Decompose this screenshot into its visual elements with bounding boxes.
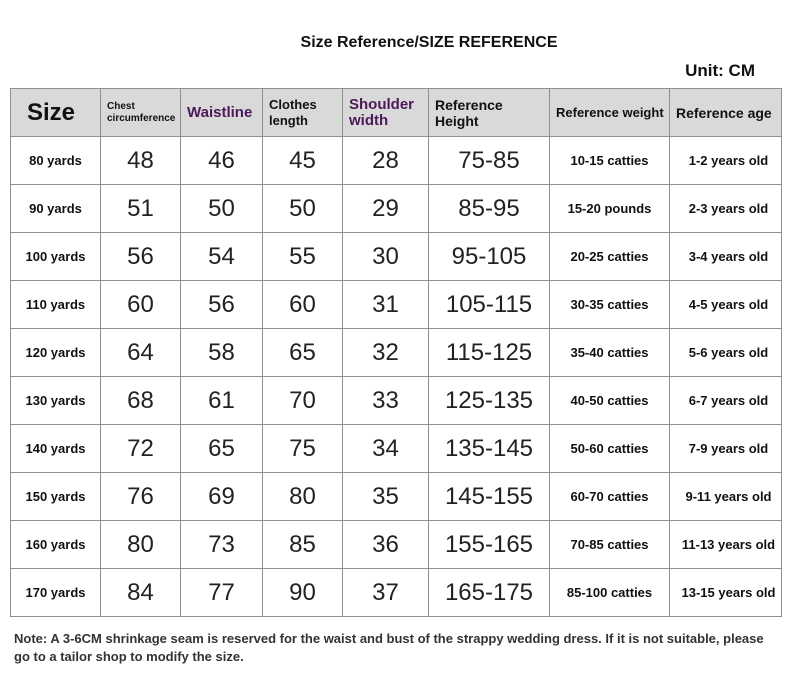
chest-cell: 72 xyxy=(101,425,181,473)
chest-cell: 76 xyxy=(101,473,181,521)
size-table xyxy=(10,88,782,617)
waist-cell: 56 xyxy=(181,281,263,329)
height-cell: 75-85 xyxy=(429,137,550,185)
height-cell: 155-165 xyxy=(429,521,550,569)
waist-cell: 65 xyxy=(181,425,263,473)
table-row xyxy=(11,185,782,233)
length-cell: 70 xyxy=(263,377,343,425)
size-cell: 80 yards xyxy=(11,137,101,185)
length-cell: 60 xyxy=(263,281,343,329)
shoulder-cell: 32 xyxy=(343,329,429,377)
weight-cell: 20-25 catties xyxy=(550,233,670,281)
height-cell: 95-105 xyxy=(429,233,550,281)
waist-cell: 77 xyxy=(181,569,263,617)
waist-cell: 50 xyxy=(181,185,263,233)
header-age: Reference age xyxy=(670,89,782,137)
chest-cell: 84 xyxy=(101,569,181,617)
weight-cell: 15-20 pounds xyxy=(550,185,670,233)
waist-cell: 61 xyxy=(181,377,263,425)
header-shoulder: Shoulder width xyxy=(343,89,429,137)
note-text: Note: A 3-6CM shrinkage seam is reserved for the waist and bust of the strappy wedding dress. If it is not suitable, please go to a tailor shop to modify the size. xyxy=(14,631,764,664)
table-row xyxy=(11,329,782,377)
age-cell: 4-5 years old xyxy=(670,281,782,329)
length-cell: 75 xyxy=(263,425,343,473)
chest-cell: 64 xyxy=(101,329,181,377)
height-cell: 85-95 xyxy=(429,185,550,233)
table-row xyxy=(11,473,782,521)
waist-cell: 73 xyxy=(181,521,263,569)
weight-cell: 30-35 catties xyxy=(550,281,670,329)
weight-cell: 50-60 catties xyxy=(550,425,670,473)
table-row xyxy=(11,521,782,569)
waist-cell: 54 xyxy=(181,233,263,281)
header-size: Size xyxy=(11,89,101,137)
table-row xyxy=(11,425,782,473)
length-cell: 90 xyxy=(263,569,343,617)
size-cell: 120 yards xyxy=(11,329,101,377)
length-cell: 80 xyxy=(263,473,343,521)
waist-cell: 58 xyxy=(181,329,263,377)
weight-cell: 85-100 catties xyxy=(550,569,670,617)
weight-cell: 40-50 catties xyxy=(550,377,670,425)
shoulder-cell: 34 xyxy=(343,425,429,473)
size-cell: 110 yards xyxy=(11,281,101,329)
header-height: Reference Height xyxy=(429,89,550,137)
chest-cell: 56 xyxy=(101,233,181,281)
header-length: Clothes length xyxy=(263,89,343,137)
shoulder-cell: 36 xyxy=(343,521,429,569)
shoulder-cell: 28 xyxy=(343,137,429,185)
chest-cell: 68 xyxy=(101,377,181,425)
shoulder-cell: 33 xyxy=(343,377,429,425)
length-cell: 50 xyxy=(263,185,343,233)
table-row xyxy=(11,377,782,425)
table-row xyxy=(11,233,782,281)
header-weight: Reference weight xyxy=(550,89,670,137)
chest-cell: 51 xyxy=(101,185,181,233)
length-cell: 55 xyxy=(263,233,343,281)
unit-label: Unit: CM xyxy=(685,61,755,80)
header-chest: Chest circumference xyxy=(101,89,181,137)
table-row xyxy=(11,281,782,329)
size-cell: 130 yards xyxy=(11,377,101,425)
height-cell: 165-175 xyxy=(429,569,550,617)
page-title: Size Reference/SIZE REFERENCE xyxy=(300,34,558,51)
size-cell: 140 yards xyxy=(11,425,101,473)
size-cell: 150 yards xyxy=(11,473,101,521)
weight-cell: 10-15 catties xyxy=(550,137,670,185)
waist-cell: 46 xyxy=(181,137,263,185)
chest-cell: 60 xyxy=(101,281,181,329)
weight-cell: 60-70 catties xyxy=(550,473,670,521)
chest-cell: 48 xyxy=(101,137,181,185)
header-row xyxy=(11,89,782,137)
shoulder-cell: 31 xyxy=(343,281,429,329)
table-row xyxy=(11,569,782,617)
height-cell: 115-125 xyxy=(429,329,550,377)
height-cell: 105-115 xyxy=(429,281,550,329)
age-cell: 9-11 years old xyxy=(670,473,782,521)
length-cell: 85 xyxy=(263,521,343,569)
header-waist: Waistline xyxy=(181,89,263,137)
size-cell: 170 yards xyxy=(11,569,101,617)
length-cell: 45 xyxy=(263,137,343,185)
height-cell: 135-145 xyxy=(429,425,550,473)
age-cell: 13-15 years old xyxy=(670,569,782,617)
age-cell: 6-7 years old xyxy=(670,377,782,425)
weight-cell: 35-40 catties xyxy=(550,329,670,377)
age-cell: 11-13 years old xyxy=(670,521,782,569)
weight-cell: 70-85 catties xyxy=(550,521,670,569)
chest-cell: 80 xyxy=(101,521,181,569)
height-cell: 145-155 xyxy=(429,473,550,521)
size-cell: 160 yards xyxy=(11,521,101,569)
age-cell: 5-6 years old xyxy=(670,329,782,377)
age-cell: 2-3 years old xyxy=(670,185,782,233)
age-cell: 3-4 years old xyxy=(670,233,782,281)
waist-cell: 69 xyxy=(181,473,263,521)
height-cell: 125-135 xyxy=(429,377,550,425)
age-cell: 7-9 years old xyxy=(670,425,782,473)
size-cell: 90 yards xyxy=(11,185,101,233)
table-row xyxy=(11,137,782,185)
age-cell: 1-2 years old xyxy=(670,137,782,185)
size-cell: 100 yards xyxy=(11,233,101,281)
shoulder-cell: 30 xyxy=(343,233,429,281)
shoulder-cell: 35 xyxy=(343,473,429,521)
shoulder-cell: 37 xyxy=(343,569,429,617)
length-cell: 65 xyxy=(263,329,343,377)
shoulder-cell: 29 xyxy=(343,185,429,233)
